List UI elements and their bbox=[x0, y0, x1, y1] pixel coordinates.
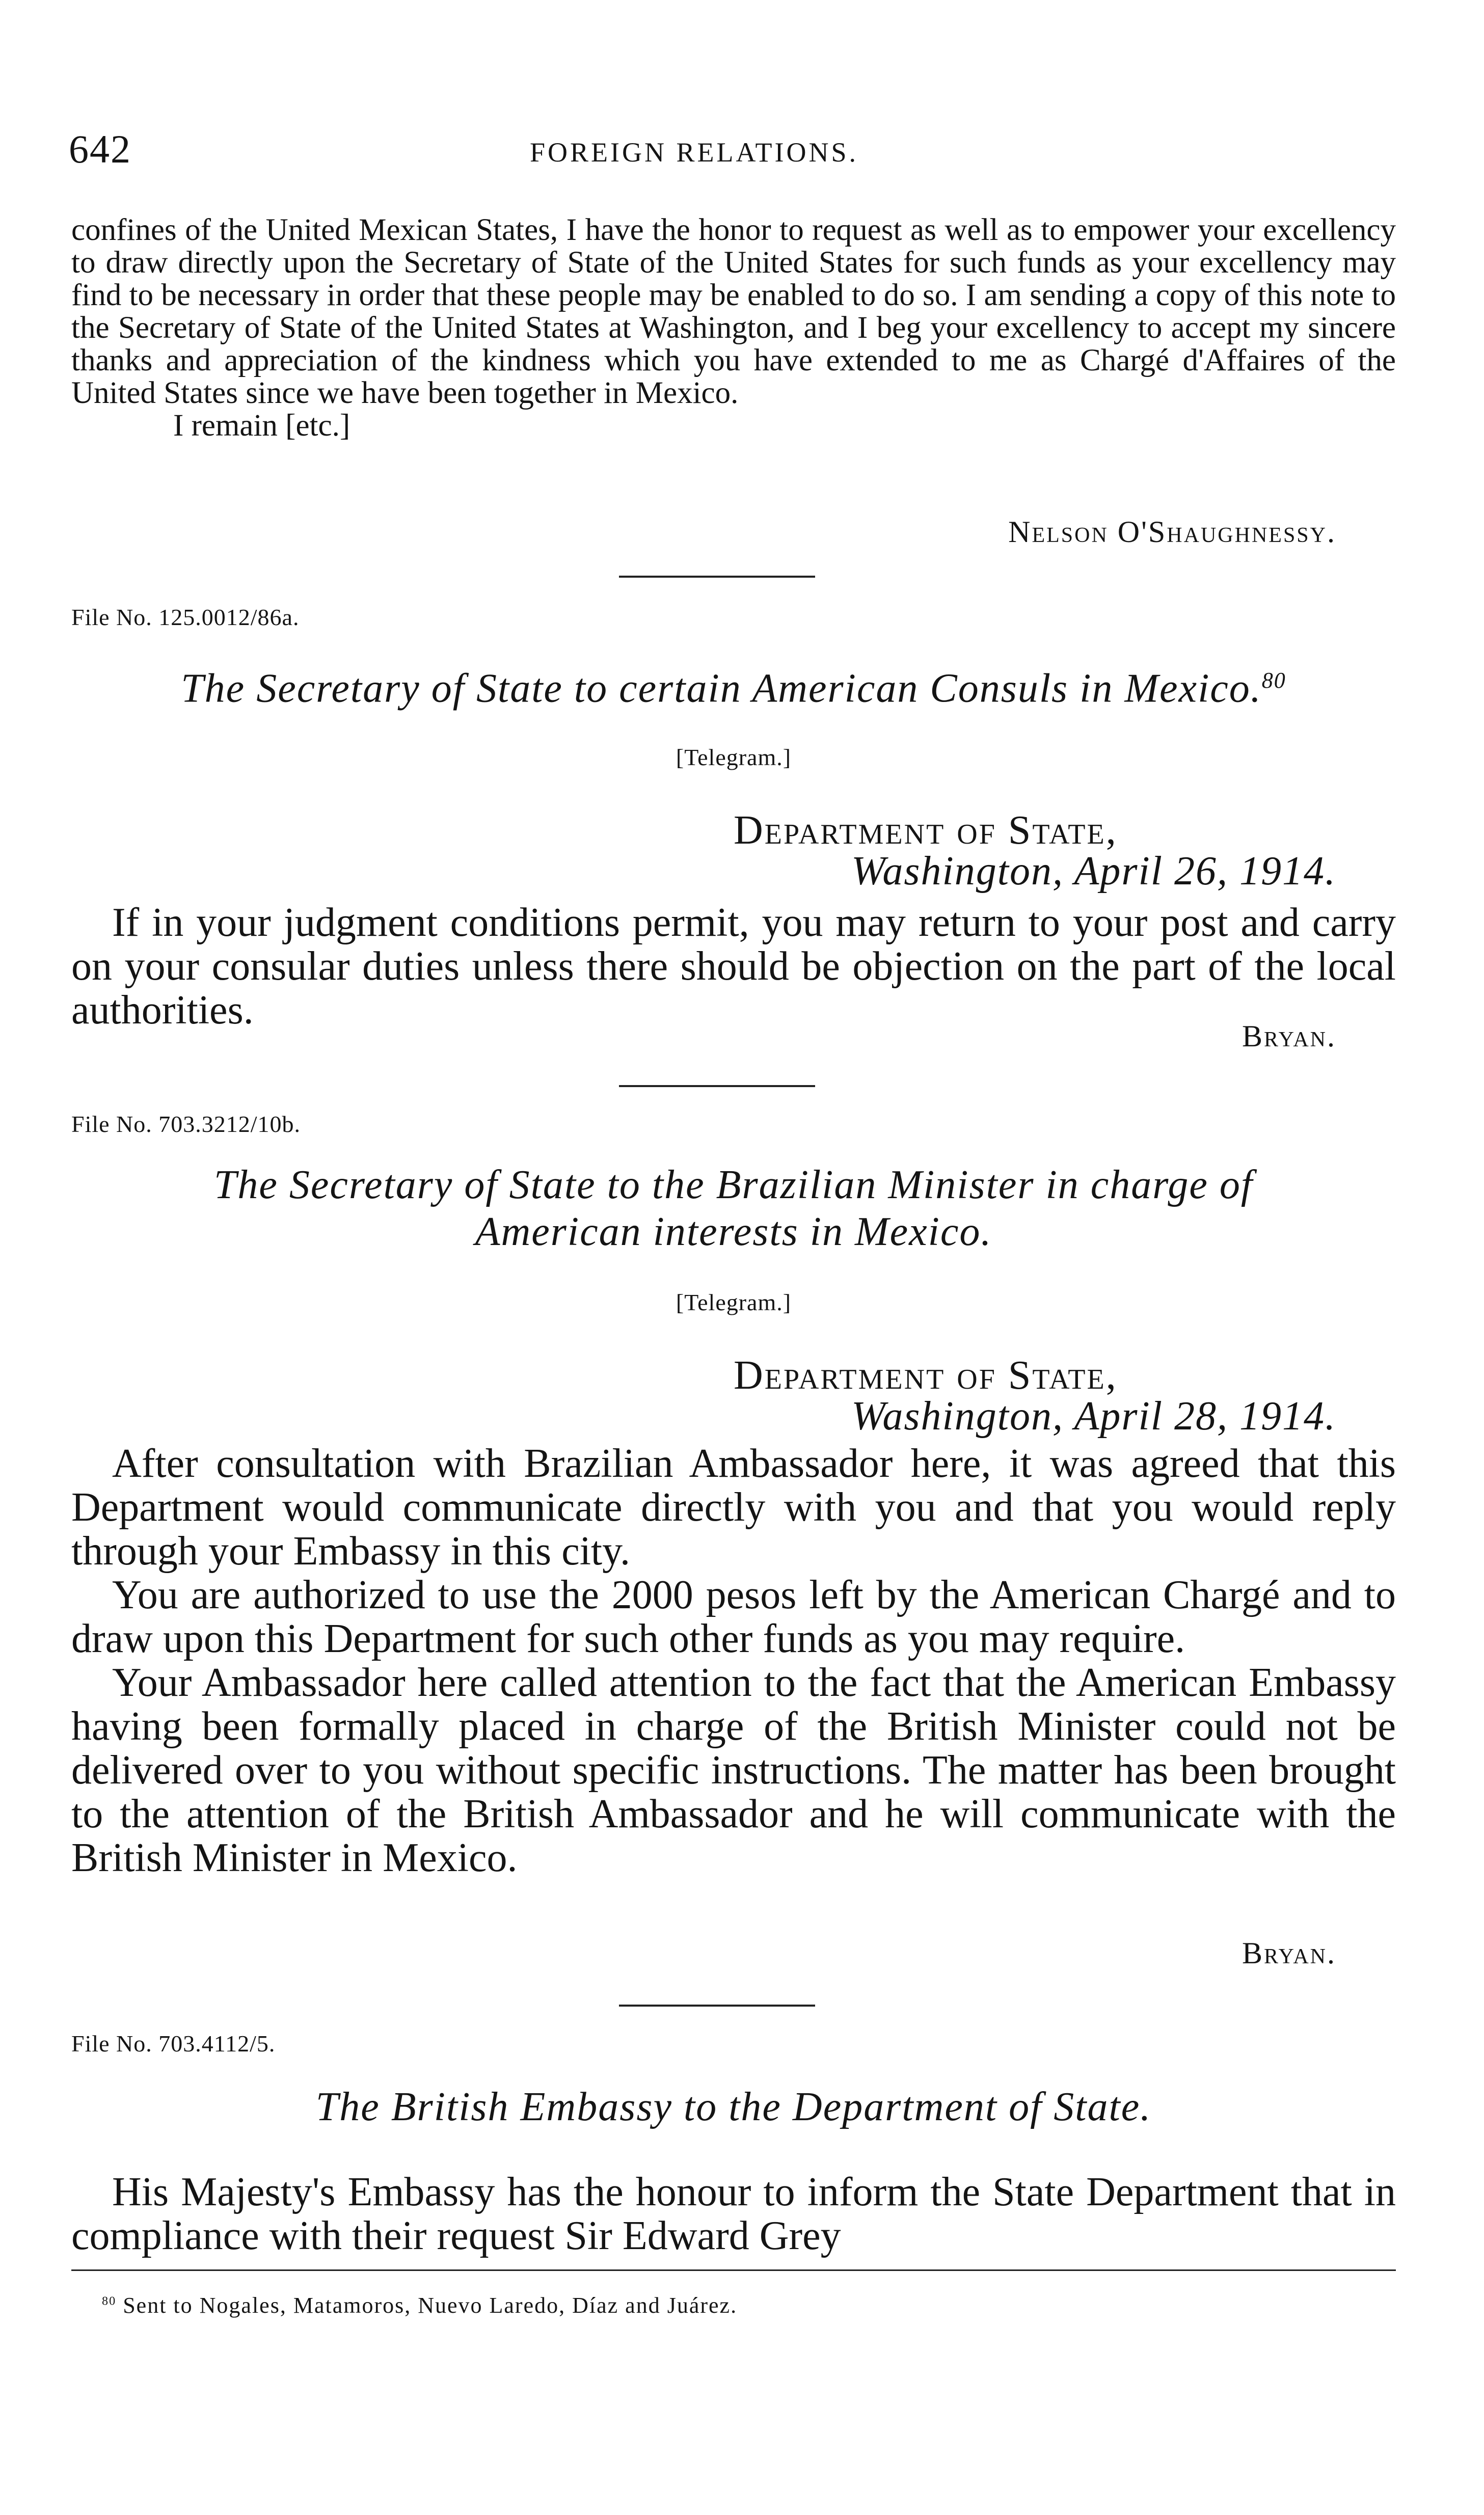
letter-paragraph: confines of the United Mexican States, I have the honor to request as well as to empower your excellency to draw directly upon the Secretary of State of the United States for such funds as your excellency may find to be necessary in order that these people may be enabled to do so. I am sending a copy of this note to the Secretary of State of the United States at Washington, and I beg your excellency to accept my sincere thanks and appreciation of the kindness which you have extended to me as Chargé d'Affaires of the United States since we have been together in Mexico. bbox=[71, 213, 1396, 410]
document-body bbox=[71, 901, 1396, 1032]
telegram-label: [Telegram.] bbox=[676, 1289, 792, 1315]
divider bbox=[619, 576, 815, 578]
body-paragraph: If in your judgment conditions permit, you may return to your post and carry on your consular duties unless there should be objection on the part of the local authorities. bbox=[71, 900, 1396, 1033]
document-heading bbox=[71, 657, 1396, 712]
body-paragraph: Your Ambassador here called attention to the fact that the American Embassy having been formally placed in charge of the British Minister could not be delivered over to you without specific instructions. The matter has been brought to the attention of the British Ambassador and he will communicate with the British Minister in Mexico. bbox=[71, 1660, 1396, 1880]
heading-text: The Secretary of State to certain American Consuls in Mexico. bbox=[181, 666, 1262, 711]
dateline: Washington, April 26, 1914. bbox=[851, 849, 1336, 894]
footnote-text: Sent to Nogales, Matamoros, Nuevo Laredo, Díaz and Juárez. bbox=[123, 2293, 738, 2318]
document-heading bbox=[71, 1161, 1396, 1255]
dateline: Washington, April 28, 1914. bbox=[851, 1394, 1336, 1439]
footnote-ref: 80 bbox=[1261, 668, 1286, 693]
divider bbox=[619, 2005, 815, 2007]
file-number: File No. 125.0012/86a. bbox=[71, 604, 300, 630]
divider bbox=[619, 1085, 815, 1087]
signature-bryan: Bryan. bbox=[1242, 1019, 1336, 1053]
telegram-label: [Telegram.] bbox=[676, 744, 792, 770]
document-heading: The British Embassy to the Department of State. bbox=[315, 2085, 1152, 2129]
heading-line: The Secretary of State to the Brazilian Minister in charge of bbox=[213, 1162, 1254, 1207]
file-number: File No. 703.4112/5. bbox=[71, 2031, 276, 2057]
body-paragraph: His Majesty's Embassy has the honour to inform the State Department that in compliance with their request Sir Edward Grey bbox=[71, 2170, 1396, 2258]
document-body bbox=[71, 2170, 1396, 2258]
footnote-number: 80 bbox=[102, 2294, 117, 2308]
body-paragraph: You are authorized to use the 2000 pesos left by the American Chargé and to draw upon this Department for such other funds as you may require. bbox=[71, 1573, 1396, 1661]
signature-oshaughnessy: Nelson O'Shaughnessy. bbox=[1008, 515, 1336, 549]
footnote-rule bbox=[71, 2269, 1396, 2271]
document-body bbox=[71, 1442, 1396, 1880]
footnote bbox=[102, 2292, 737, 2318]
dept-of-state: Department of State, bbox=[734, 808, 1118, 853]
page-number: 642 bbox=[69, 127, 131, 171]
signature-bryan: Bryan. bbox=[1242, 1936, 1336, 1970]
running-title: FOREIGN RELATIONS. bbox=[530, 137, 859, 168]
file-number: File No. 703.3212/10b. bbox=[71, 1111, 301, 1137]
body-paragraph: After consultation with Brazilian Ambassador here, it was agreed that this Department would communicate directly with you and that you would reply through your Embassy in this city. bbox=[71, 1441, 1396, 1574]
letter-closing: I remain [etc.] bbox=[173, 409, 350, 443]
dept-of-state: Department of State, bbox=[734, 1353, 1118, 1398]
heading-line: American interests in Mexico. bbox=[475, 1209, 992, 1254]
letter-continuation bbox=[71, 214, 1396, 442]
